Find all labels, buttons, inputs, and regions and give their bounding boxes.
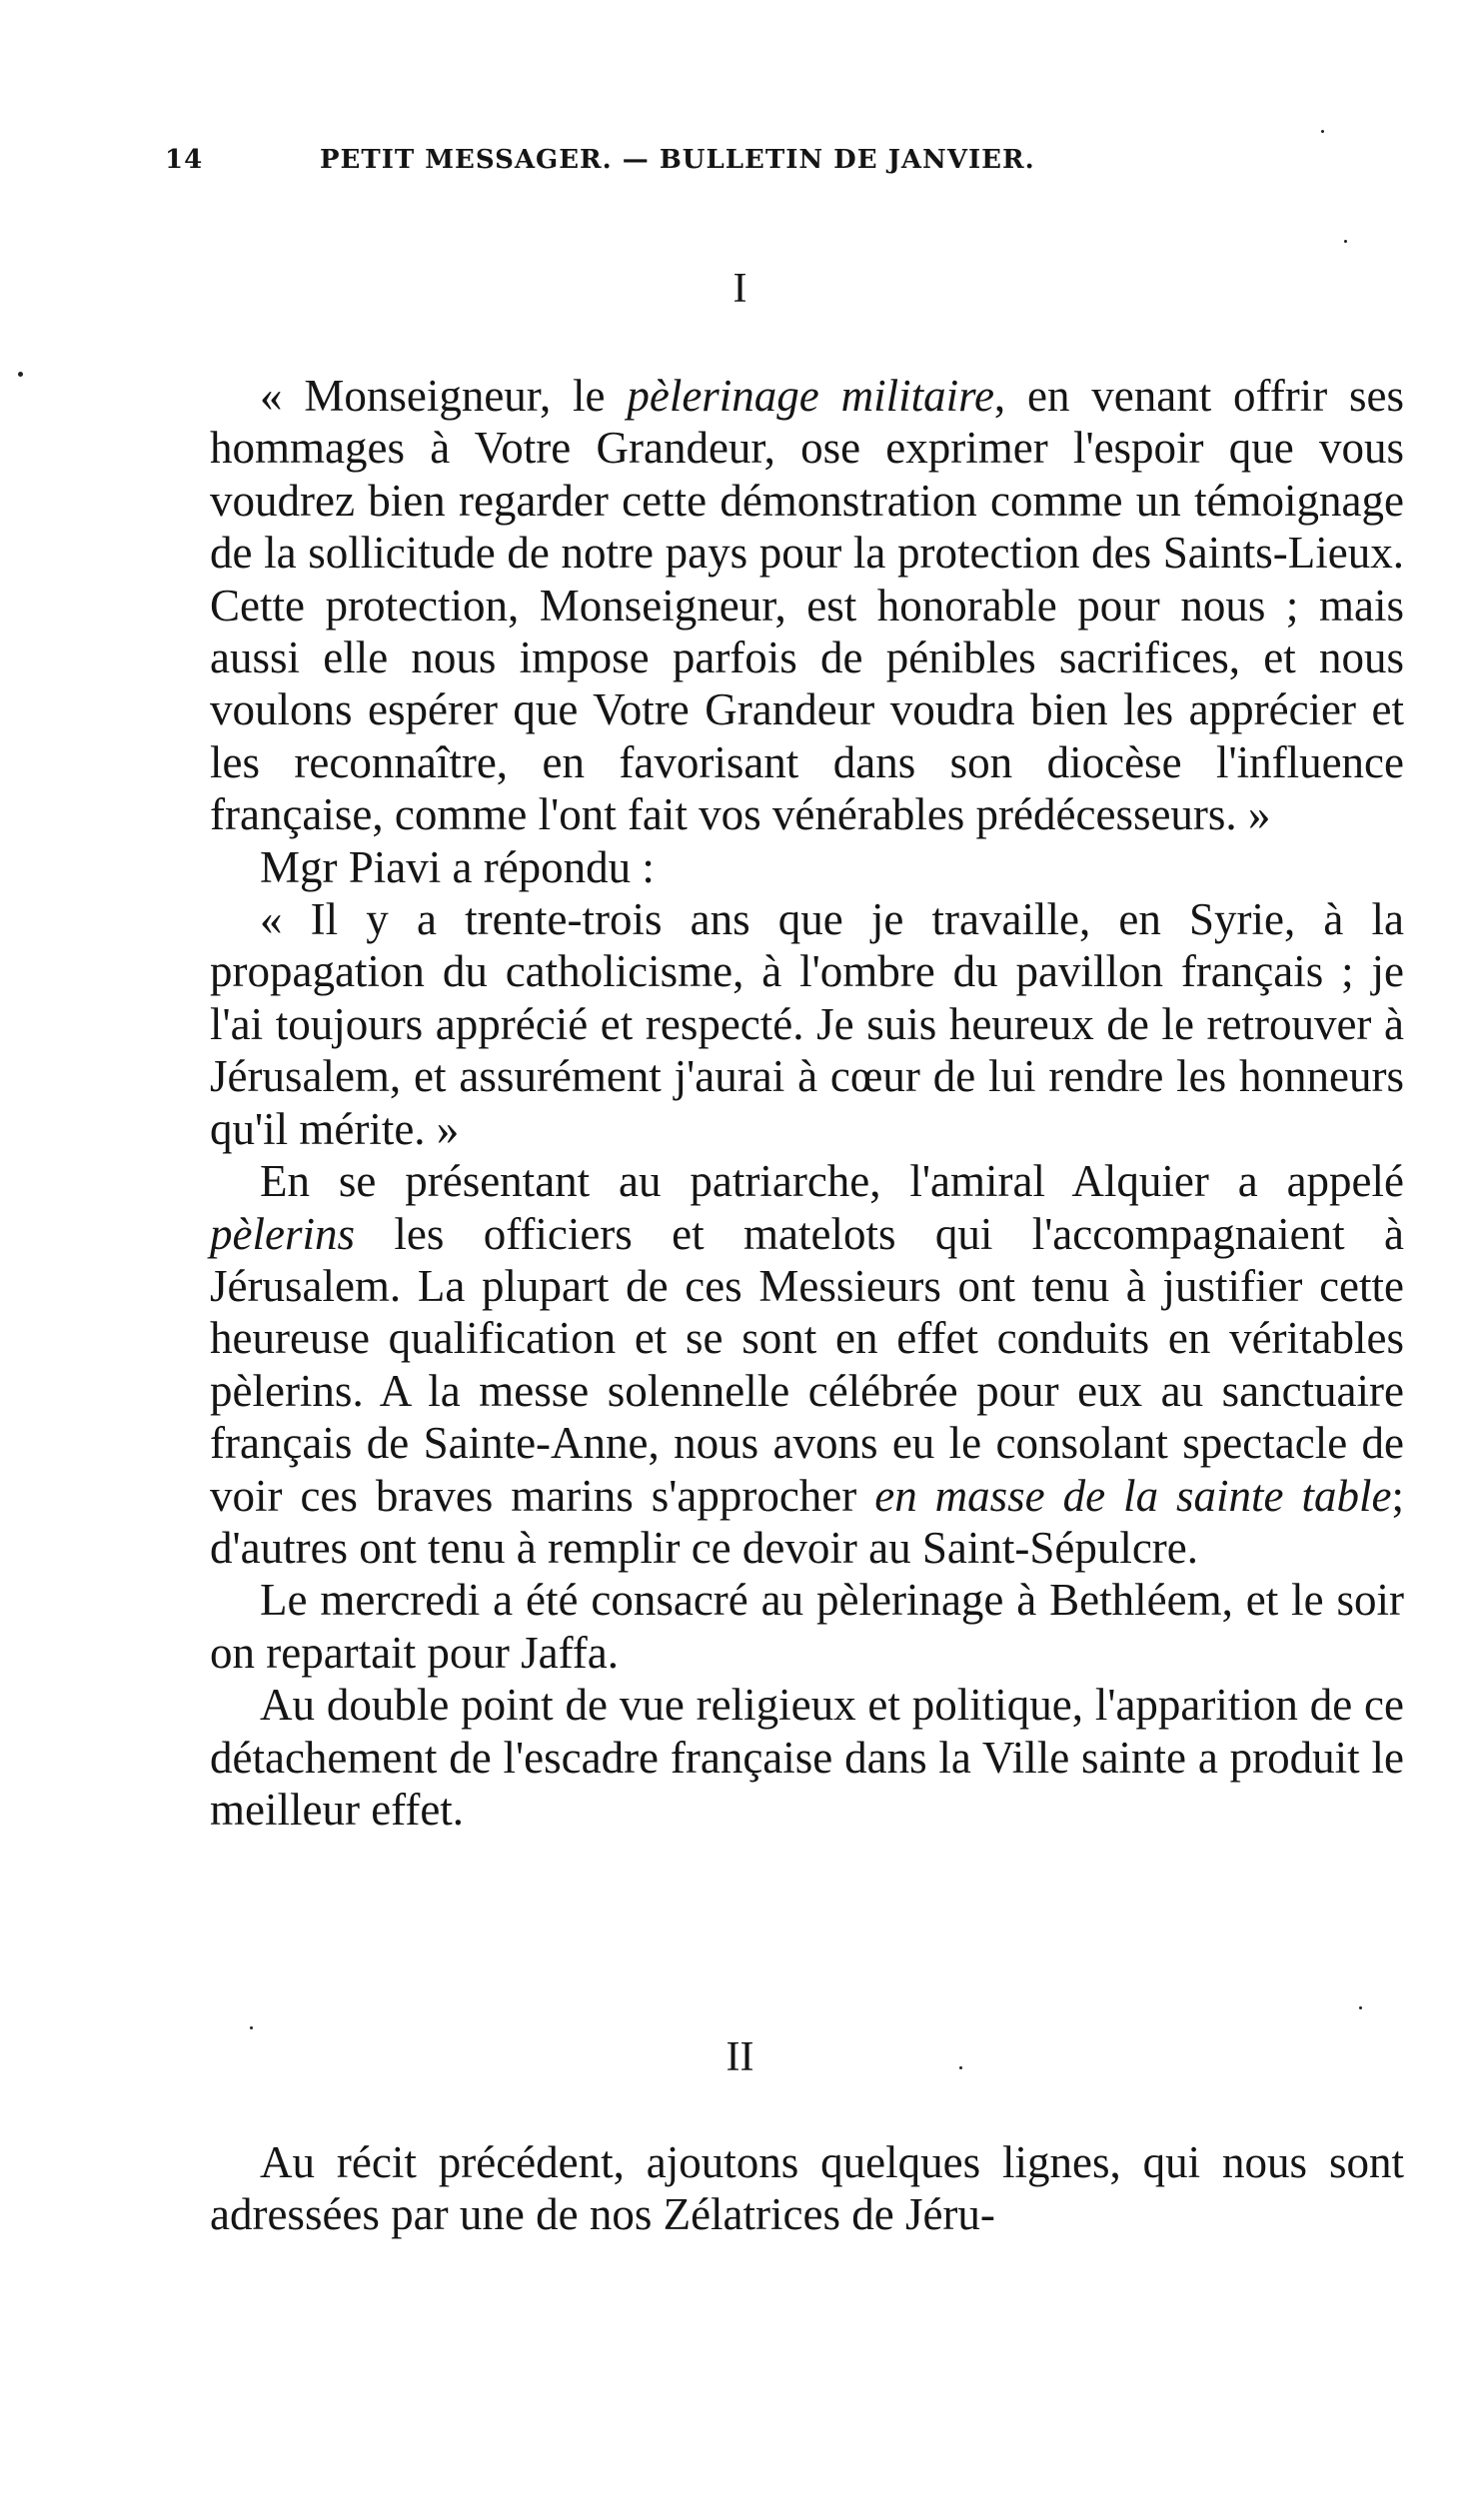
paragraph-reply: « Il y a trente-trois ans que je travaille, en Syrie, à la propagation du catholicisme, à l'ombre du pavillon français ; je l'ai toujours apprécié et respecté. Je suis heureux de le retrouver à Jérusalem, et assurément j'aurai à cœur de lui rendre les honneurs qu'il mérite. » (210, 894, 1404, 1154)
scan-speck (959, 2066, 962, 2069)
scan-speck (1344, 240, 1347, 243)
paragraph-bethlehem: Le mercredi a été consacré au pèlerinage à Bethléem, et le soir on repartait pour Jaffa. (210, 1575, 1404, 1678)
paragraph-reply-intro: Mgr Piavi a répondu : (260, 841, 655, 892)
paragraph-pilgrims: En se présentant au patriarche, l'amiral Alquier a appelé pèlerins les officiers et matelots qui l'accompagnaient à Jérusalem. La plupart de ces Messieurs ont tenu à justifier cette heureuse qualification et se sont en effet conduits en véritables pèlerins. A la messe solennelle célébrée pour eux au sanctuaire français de Sainte-Anne, nous avons eu le consolant spectacle de voir ces braves marins s'approcher en masse de la sainte table; d'autres ont tenu à remplir ce devoir au Saint-Sépulcre. (210, 1156, 1404, 1573)
paragraph-zelatrice: Au récit précédent, ajoutons quelques lignes, qui nous sont adressées par une de nos Zélatrices de Jéru- (210, 2137, 1404, 2240)
scan-speck (250, 2026, 253, 2029)
paragraph-effect: Au double point de vue religieux et politique, l'apparition de ce détachement de l'escadre française dans la Ville sainte a produit le meilleur effet. (210, 1680, 1404, 1835)
running-head (165, 145, 1334, 185)
scan-speck (1321, 130, 1324, 133)
section-1-body (210, 370, 1404, 1836)
section-number-1: I (733, 266, 747, 312)
paragraph-address: « Monseigneur, le pèlerinage militaire, en venant offrir ses hommages à Votre Grandeur, ose exprimer l'espoir que vous voudrez bien regarder cette démonstration comme un témoignage de la sollicitude de notre pays pour la protection des Saints-Lieux. Cette protection, Monseigneur, est honorable pour nous ; mais aussi elle nous impose parfois de pénibles sacrifices, et nous voulons espérer que Votre Grandeur voudra bien les apprécier et les reconnaître, en favorisant dans son diocèse l'influence française, comme l'ont fait vos vénérables prédécesseurs. » (210, 371, 1404, 840)
page-number: 14 (165, 145, 204, 175)
scan-speck (1359, 2006, 1362, 2009)
section-2-body (210, 2136, 1404, 2241)
section-number-2: II (726, 2034, 754, 2080)
running-title: PETIT MESSAGER. — BULLETIN DE JANVIER. (320, 145, 1035, 175)
scan-speck (18, 372, 23, 377)
